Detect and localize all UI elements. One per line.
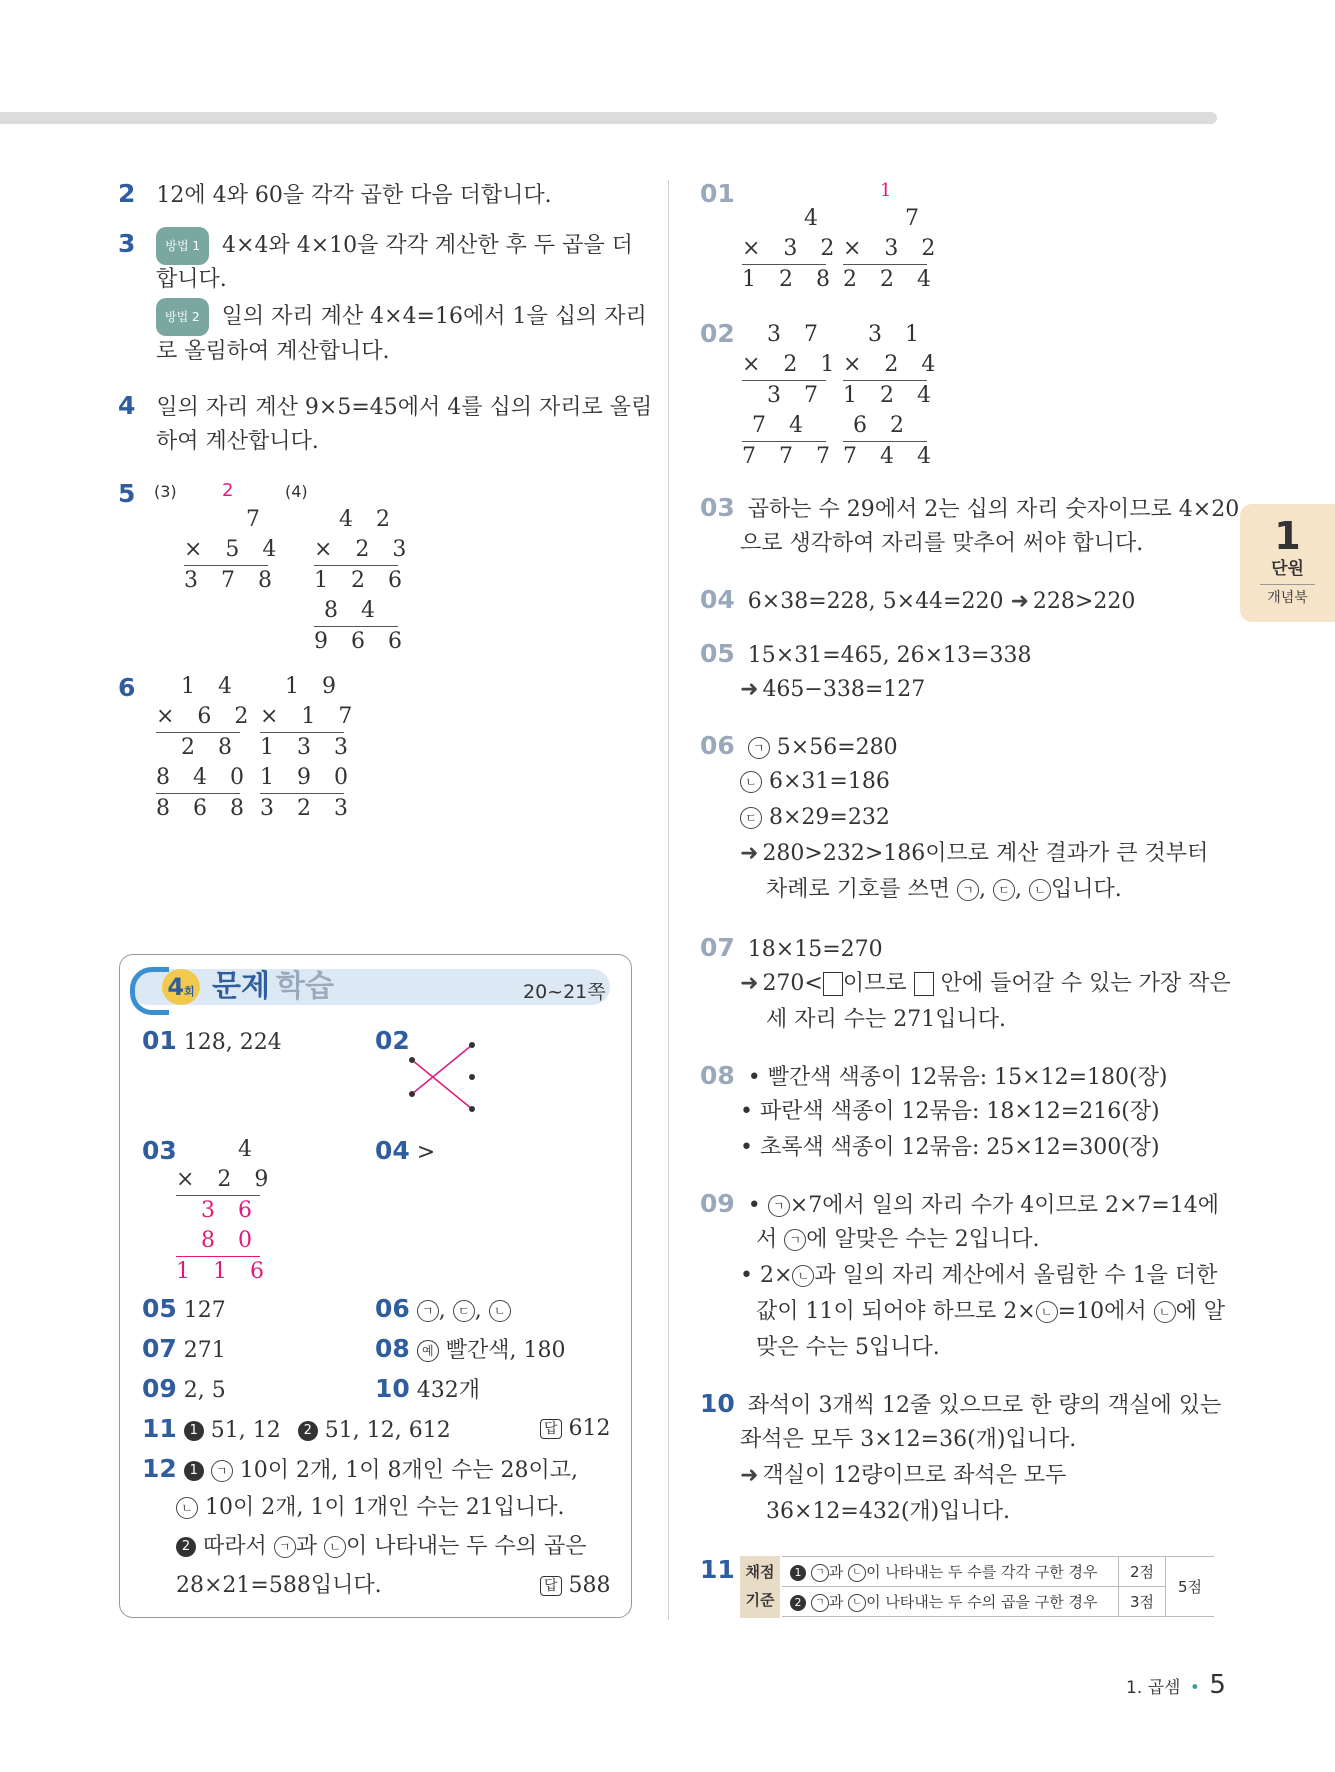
r02-calc-a — [742, 320, 843, 472]
symbol-nieun: ㄴ — [848, 1564, 866, 1582]
q4-line1 — [118, 388, 652, 426]
r04 — [700, 582, 1135, 620]
calc-row: 3 7 — [767, 383, 826, 408]
symbol-digeut: ㄷ — [453, 1300, 475, 1322]
symbol-nieun: ㄴ — [1036, 1301, 1058, 1323]
a11-answer — [540, 1411, 611, 1447]
column-divider — [668, 180, 669, 1620]
symbol-giyeok: ㄱ — [811, 1564, 829, 1582]
r11-number: 11 — [700, 1555, 735, 1584]
r05-line2 — [740, 672, 925, 708]
symbol-nieun: ㄴ — [324, 1536, 346, 1558]
problem-study-box — [119, 954, 632, 1618]
a08-text: 빨간색, 180 — [445, 1338, 566, 1363]
box-a12-line1 — [142, 1451, 578, 1489]
r09-number: 09 — [700, 1189, 735, 1218]
symbol-giyeok: ㄱ — [748, 737, 770, 759]
blank-box — [914, 972, 934, 996]
criteria-text: 이 나타내는 두 수를 각각 구한 경우 — [866, 1563, 1098, 1581]
r02-num-text: 02 — [700, 319, 735, 348]
a12-number: 12 — [142, 1454, 177, 1483]
calc-row: × 1 7 — [260, 702, 344, 733]
symbol-digeut: ㄷ — [993, 879, 1015, 901]
q6-number: 6 — [118, 673, 136, 702]
r04-number: 04 — [700, 585, 735, 614]
r10-line1 — [700, 1386, 1221, 1424]
r09-text3a: • 2× — [740, 1263, 793, 1288]
r06-text2: 6×31=186 — [769, 769, 890, 794]
box-a04 — [375, 1133, 435, 1171]
r06-text4: 280>232>186이므로 계산 결과가 큰 것부터 — [762, 841, 1209, 866]
symbol-nieun: ㄴ — [489, 1300, 511, 1322]
calc-row: 7 — [246, 507, 268, 532]
q4-text2: 하여 계산합니다. — [156, 429, 319, 454]
calc-row: 7 7 7 — [742, 444, 838, 469]
calc-row: 7 4 4 — [843, 444, 939, 469]
r10-text3: 객실이 12량이므로 좌석은 모두 — [762, 1463, 1067, 1488]
total-points: 5점 — [1166, 1557, 1215, 1617]
r06-number: 06 — [700, 731, 735, 760]
calc-row: 2 2 4 — [843, 267, 939, 292]
page-number: 5 — [1209, 1670, 1226, 1700]
r09-text2b: 에 알맞은 수는 2입니다. — [806, 1227, 1040, 1252]
box-a11 — [142, 1411, 451, 1449]
a01-number: 01 — [142, 1026, 177, 1055]
symbol-digeut: ㄷ — [740, 807, 762, 829]
r09-text4c: 에 알 — [1175, 1299, 1226, 1324]
q3-line1 — [118, 226, 633, 265]
criteria-cell — [782, 1587, 1119, 1617]
a04-text: > — [416, 1140, 436, 1165]
calc-row: 3 2 3 — [260, 796, 356, 821]
a09-text: 2, 5 — [183, 1378, 226, 1403]
r08-number: 08 — [700, 1061, 735, 1090]
r02-number — [700, 316, 735, 352]
r08-bullet3: • 초록색 색종이 12묶음: 25×12=300(장) — [740, 1135, 1160, 1160]
a11-answer-value: 612 — [568, 1416, 611, 1441]
box-a05 — [142, 1291, 226, 1329]
a04-number: 04 — [375, 1136, 410, 1165]
a07-number: 07 — [142, 1334, 177, 1363]
q6-calc-b — [260, 672, 361, 824]
answer-label: 답 — [540, 1576, 562, 1596]
r01-number — [700, 176, 735, 212]
r06-line3 — [740, 800, 890, 836]
blank-box — [823, 972, 843, 996]
scoring-table — [782, 1556, 1214, 1617]
r09-text5: 맞은 수는 5입니다. — [756, 1335, 940, 1360]
calc-row: 1 1 6 — [176, 1259, 272, 1284]
calc-row: 8 4 — [314, 596, 398, 627]
symbol-giyeok: ㄱ — [768, 1195, 790, 1217]
calc-row: × 5 4 — [184, 535, 268, 566]
symbol-giyeok: ㄱ — [211, 1460, 233, 1482]
q3-line3 — [156, 298, 647, 336]
chapter-unit: 단원 — [1260, 558, 1315, 585]
criteria-word1: 채점 — [745, 1563, 775, 1581]
method2-badge: 방법 2 — [156, 298, 209, 336]
step1-mark: 1 — [184, 1421, 204, 1441]
box-a08 — [375, 1331, 566, 1369]
q3-number: 3 — [118, 229, 136, 258]
r03-text1: 곱하는 수 29에서 2는 십의 자리 숫자이므로 4×20 — [747, 497, 1240, 522]
r10-number: 10 — [700, 1389, 735, 1418]
step2-mark: 2 — [790, 1595, 806, 1611]
arrow-icon: ➜ — [740, 1463, 759, 1488]
symbol-nieun: ㄴ — [792, 1265, 814, 1287]
chapter-tab[interactable] — [1240, 504, 1335, 622]
a11-number: 11 — [142, 1414, 177, 1443]
r07-line2 — [740, 966, 1231, 1002]
criteria-mid: 과 — [828, 1593, 844, 1611]
q2-text: 12에 4와 60을 각각 곱한 다음 더합니다. — [156, 183, 552, 208]
r09-text1: ×7에서 일의 자리 수가 4이므로 2×7=14에 — [789, 1193, 1220, 1218]
r04-text2: 228>220 — [1032, 589, 1136, 614]
r10-text2: 좌석은 모두 3×12=36(개)입니다. — [740, 1427, 1077, 1452]
r07-text2c: 안에 들어갈 수 있는 가장 작은 — [940, 971, 1231, 996]
r09-text3b: 과 일의 자리 계산에서 올림한 수 1을 더한 — [814, 1263, 1218, 1288]
round-number: 4 — [167, 973, 185, 1001]
separator: , — [474, 1298, 489, 1323]
calc-row: 1 2 4 — [843, 383, 939, 408]
calc-row: × 6 2 — [156, 702, 240, 733]
r09-text2a: 서 — [756, 1227, 778, 1252]
calc-row: 6 2 — [843, 411, 927, 442]
calc-row: 8 6 8 — [156, 796, 252, 821]
r08-line1 — [700, 1058, 1167, 1096]
page-range: 20~21쪽 — [523, 981, 606, 1003]
top-bar — [0, 112, 1217, 124]
a05-number: 05 — [142, 1294, 177, 1323]
match-dot — [409, 1057, 415, 1063]
step2-mark: 2 — [298, 1421, 318, 1441]
a09-number: 09 — [142, 1374, 177, 1403]
calc-row: 4 2 — [339, 507, 398, 532]
r06-line1 — [700, 728, 898, 766]
r05-number: 05 — [700, 639, 735, 668]
points-cell: 3점 — [1119, 1587, 1166, 1617]
q3-text3: 일의 자리 계산 4×4=16에서 1을 십의 자리 — [221, 304, 647, 329]
step2-mark: 2 — [176, 1537, 196, 1557]
a08-number: 08 — [375, 1334, 410, 1363]
separator: , — [438, 1298, 453, 1323]
example-mark: 예 — [417, 1340, 439, 1362]
r02-calc-b — [843, 320, 944, 472]
match-line — [412, 1045, 472, 1094]
criteria-text: 이 나타내는 두 수의 곱을 구한 경우 — [866, 1593, 1098, 1611]
r07-text2b: 이므로 — [842, 971, 907, 996]
r06-line5: 차례로 기호를 쓰면 ㄱ , ㄷ , ㄴ 입니다. — [766, 877, 1122, 902]
q5-calc4 — [314, 505, 415, 657]
r06-text5a: 차례로 기호를 쓰면 — [766, 877, 951, 902]
calc-row: × 2 3 — [314, 535, 398, 566]
calc-row: 3 7 8 — [184, 568, 280, 593]
criteria-word2: 기준 — [745, 1591, 775, 1609]
r10-text4: 36×12=432(개)입니다. — [766, 1499, 1011, 1524]
a03-number: 03 — [142, 1136, 177, 1165]
q5-carry: 2 — [222, 480, 234, 501]
calc-row: 1 9 — [285, 674, 344, 699]
r01-num-text: 01 — [700, 179, 735, 208]
r08-bullet2: • 파란색 색종이 12묶음: 18×12=216(장) — [740, 1099, 1160, 1124]
q6-calc-a — [156, 672, 257, 824]
r09-line4 — [756, 1294, 1225, 1330]
calc-row: 4 — [804, 206, 826, 231]
r07-text1: 18×15=270 — [747, 937, 883, 962]
q3-text4: 로 올림하여 계산합니다. — [156, 339, 390, 364]
r03-text2: 으로 생각하여 자리를 맞추어 써야 합니다. — [740, 531, 1144, 556]
r06-text5b: 입니다. — [1051, 877, 1122, 902]
calc-row: 1 3 3 — [260, 735, 356, 760]
r05-text2: 465−338=127 — [762, 677, 926, 702]
r08-bullet1: • 빨간색 색종이 12묶음: 15×12=180(장) — [747, 1065, 1168, 1090]
a11-step2: 51, 12, 612 — [324, 1418, 451, 1443]
symbol-nieun: ㄴ — [1154, 1301, 1176, 1323]
calc-row: 3 1 — [868, 322, 927, 347]
a05-text: 127 — [183, 1298, 226, 1323]
a12-text3b: 과 — [295, 1534, 318, 1559]
box-a12-line3 — [176, 1529, 587, 1565]
a11-step1: 51, 12 — [210, 1418, 281, 1443]
box-a01 — [142, 1023, 282, 1061]
calc-row: 3 7 — [767, 322, 826, 347]
match-dot — [469, 1106, 475, 1112]
box-title — [212, 967, 334, 1007]
r09-line2 — [756, 1222, 1040, 1258]
box-a09 — [142, 1371, 226, 1409]
round-suffix: 회 — [184, 985, 195, 998]
r01-carry: 1 — [880, 180, 892, 201]
a07-text: 271 — [183, 1338, 226, 1363]
calc-row: 7 — [905, 206, 927, 231]
scoring-criteria-label — [740, 1556, 780, 1618]
arrow-icon: ➜ — [740, 971, 759, 996]
a12-text4: 28×21=588입니다. — [176, 1573, 382, 1598]
box-a03 — [142, 1133, 177, 1171]
calc-row: 8 4 0 — [156, 763, 240, 794]
calc-row: 1 9 0 — [260, 763, 344, 794]
calc-row: 1 4 — [181, 674, 240, 699]
criteria-cell — [782, 1557, 1119, 1587]
a12-text2: 10이 2개, 1이 1개인 수는 21입니다. — [205, 1495, 565, 1520]
chapter-number: 1 — [1274, 514, 1301, 558]
criteria-mid: 과 — [828, 1563, 844, 1581]
a03-calc — [176, 1135, 277, 1287]
q2 — [118, 176, 552, 214]
r07-line1 — [700, 930, 883, 968]
r04-text: 6×38=228, 5×44=220 — [747, 589, 1004, 614]
calc-row: × 3 2 — [843, 234, 927, 265]
symbol-giyeok: ㄱ — [274, 1536, 296, 1558]
calc-row: 1 2 6 — [314, 568, 410, 593]
step1-mark: 1 — [184, 1461, 204, 1481]
calc-row: × 2 9 — [176, 1165, 260, 1196]
points-cell: 2점 — [1119, 1557, 1166, 1587]
title-main: 문제 — [212, 969, 270, 1004]
arrow-icon: ➜ — [740, 841, 759, 866]
q2-number: 2 — [118, 179, 136, 208]
r06-line2 — [740, 764, 890, 800]
a12-text1: 10이 2개, 1이 8개인 수는 28이고, — [239, 1458, 578, 1483]
r01-calc-a — [742, 204, 843, 295]
method1-badge: 방법 1 — [156, 227, 209, 265]
q3-text1: 4×4와 4×10을 각각 계산한 후 두 곱을 더 — [222, 233, 633, 258]
calc-row: × 2 1 — [742, 350, 826, 381]
a12-answer-value: 588 — [568, 1573, 611, 1598]
r07-number: 07 — [700, 933, 735, 962]
r01-calc-b — [843, 204, 944, 295]
r09-line1 — [700, 1186, 1219, 1224]
footer — [1126, 1670, 1226, 1703]
symbol-nieun: ㄴ — [848, 1594, 866, 1612]
r03-number: 03 — [700, 493, 735, 522]
r10-line3 — [740, 1458, 1066, 1494]
r09-line3 — [740, 1258, 1217, 1294]
box-a06 — [375, 1291, 511, 1329]
box-a10 — [375, 1371, 480, 1409]
match-dot — [469, 1042, 475, 1048]
symbol-giyeok: ㄱ — [417, 1300, 439, 1322]
calc-row: 9 6 6 — [314, 629, 410, 654]
a01-text: 128, 224 — [183, 1030, 282, 1055]
a12-answer — [540, 1568, 611, 1604]
a12-text3a: 따라서 — [203, 1534, 267, 1559]
match-dot — [469, 1074, 475, 1080]
step1-mark: 1 — [790, 1565, 806, 1581]
symbol-nieun: ㄴ — [176, 1497, 198, 1519]
r06-line4 — [740, 836, 1208, 872]
symbol-nieun: ㄴ — [1029, 879, 1051, 901]
answer-label: 답 — [540, 1419, 562, 1439]
q3-text2: 합니다. — [156, 267, 227, 292]
calc-row: 8 0 — [176, 1226, 260, 1257]
r09-text4a: 값이 11이 되어야 하므로 2× — [756, 1299, 1036, 1324]
match-line — [412, 1060, 472, 1109]
q4-text1: 일의 자리 계산 9×5=45에서 4를 십의 자리로 올림 — [156, 395, 653, 420]
r05-text1: 15×31=465, 26×13=338 — [747, 643, 1032, 668]
book-label: 개념북 — [1267, 590, 1308, 606]
bullet: • — [747, 1193, 761, 1218]
q5-label4: (4) — [285, 482, 308, 501]
r06-text3: 8×29=232 — [769, 805, 890, 830]
r06-text1: 5×56=280 — [776, 735, 898, 760]
a02-number: 02 — [375, 1026, 410, 1055]
calc-row: 4 — [238, 1137, 260, 1162]
a06-number: 06 — [375, 1294, 410, 1323]
box-a07 — [142, 1331, 226, 1369]
symbol-nieun: ㄴ — [740, 771, 762, 793]
round-badge — [162, 969, 200, 1005]
a10-number: 10 — [375, 1374, 410, 1403]
r10-text1: 좌석이 3개씩 12줄 있으므로 한 량의 객실에 있는 — [747, 1393, 1222, 1418]
calc-row: 2 8 — [181, 735, 240, 760]
q5-label3: (3) — [154, 482, 177, 501]
matching-diagram — [400, 1035, 480, 1115]
r03-line1 — [700, 490, 1239, 528]
calc-row: × 2 4 — [843, 350, 927, 381]
a10-text: 432개 — [416, 1378, 481, 1403]
box-a12-line2 — [176, 1490, 564, 1526]
r07-text3: 세 자리 수는 271입니다. — [766, 1007, 1006, 1032]
q4-number: 4 — [118, 391, 136, 420]
a12-text3c: 이 나타내는 두 수의 곱은 — [346, 1534, 587, 1559]
arrow-icon: ➜ — [1010, 589, 1029, 614]
calc-row: 3 6 — [201, 1198, 260, 1223]
r05-line1 — [700, 636, 1031, 674]
symbol-giyeok: ㄱ — [957, 879, 979, 901]
symbol-giyeok: ㄱ — [784, 1229, 806, 1251]
calc-row: × 3 2 — [742, 234, 826, 265]
footer-dot: • — [1189, 1678, 1200, 1698]
footer-chapter: 1. 곱셈 — [1126, 1678, 1181, 1698]
r07-text2a: 270< — [762, 971, 823, 996]
match-dot — [409, 1091, 415, 1097]
symbol-giyeok: ㄱ — [811, 1594, 829, 1612]
score-row — [782, 1587, 1214, 1617]
q5-number: 5 — [118, 479, 136, 508]
calc-row: 1 2 8 — [742, 267, 838, 292]
arrow-icon: ➜ — [740, 677, 759, 702]
calc-row: 7 4 — [742, 411, 826, 442]
score-row — [782, 1557, 1214, 1587]
q5-calc3 — [184, 505, 285, 596]
r09-text4b: =10에서 — [1057, 1299, 1147, 1324]
title-sub: 학습 — [275, 969, 334, 1004]
